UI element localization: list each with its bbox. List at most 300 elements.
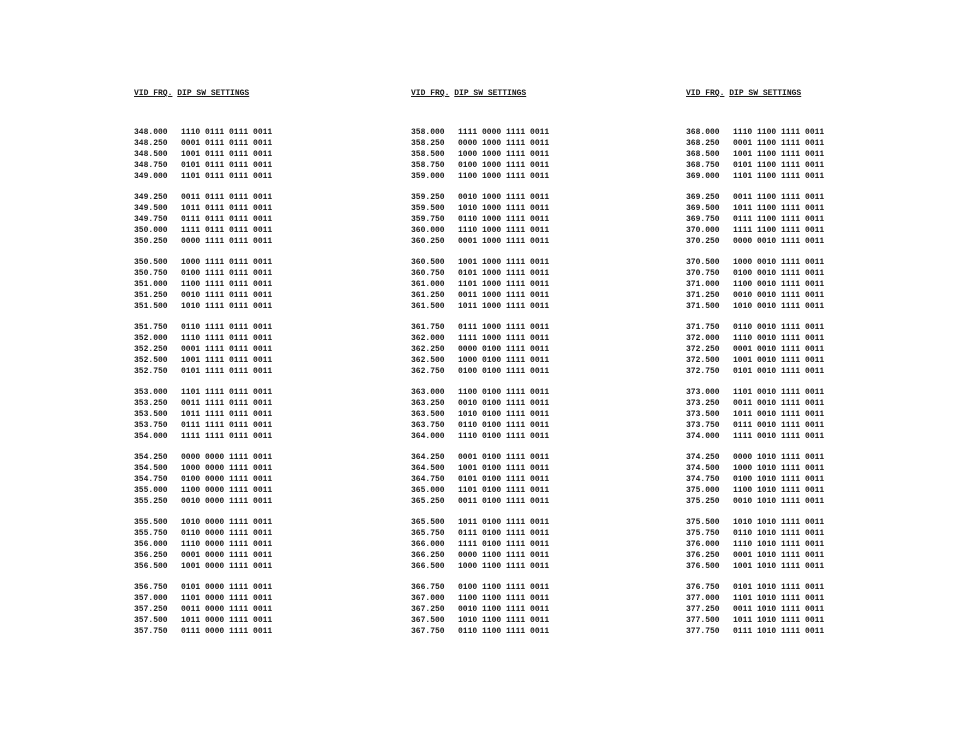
dip-switch-setting: 1101 0000 1111 0011	[181, 594, 273, 603]
dip-switch-setting: 1000 1010 1111 0011	[733, 464, 825, 473]
table-row	[134, 398, 272, 409]
vid-frequency: 373.500	[686, 410, 720, 419]
dip-switch-setting: 1010 1111 0111 0011	[181, 302, 273, 311]
dip-switch-setting: 1000 0100 1111 0011	[458, 356, 550, 365]
vid-frequency: 363.000	[411, 388, 445, 397]
table-row	[686, 127, 824, 138]
dip-switch-setting: 0100 1111 0111 0011	[181, 269, 273, 278]
table-row	[134, 366, 272, 377]
table-row	[686, 604, 824, 615]
vid-frequency: 356.250	[134, 551, 168, 560]
row-group	[686, 582, 824, 637]
table-row	[411, 550, 549, 561]
vid-frequency: 375.250	[686, 497, 720, 506]
vid-frequency: 359.000	[411, 172, 445, 181]
table-row	[686, 561, 824, 572]
table-row	[134, 268, 272, 279]
dip-switch-setting: 1010 1000 1111 0011	[458, 204, 550, 213]
column-2	[411, 88, 549, 647]
dip-sw-header: DIP SW SETTINGS	[454, 89, 527, 98]
table-row	[411, 496, 549, 507]
row-group	[686, 127, 824, 182]
vid-frq-header: VID FRQ.	[134, 89, 173, 98]
table-row	[134, 593, 272, 604]
vid-frequency: 371.750	[686, 323, 720, 332]
dip-switch-setting: 1110 1000 1111 0011	[458, 226, 550, 235]
dip-switch-setting: 0010 1010 1111 0011	[733, 497, 825, 506]
dip-switch-setting: 1100 0100 1111 0011	[458, 388, 550, 397]
table-row	[411, 409, 549, 420]
dip-switch-setting: 0011 1010 1111 0011	[733, 605, 825, 614]
vid-frq-header: VID FRQ.	[686, 89, 725, 98]
dip-switch-setting: 0110 0100 1111 0011	[458, 421, 550, 430]
vid-frequency: 366.500	[411, 562, 445, 571]
table-row	[411, 398, 549, 409]
dip-switch-setting: 1110 0010 1111 0011	[733, 334, 825, 343]
table-row	[686, 474, 824, 485]
vid-frequency: 368.500	[686, 150, 720, 159]
dip-switch-setting: 0110 1000 1111 0011	[458, 215, 550, 224]
row-group	[411, 517, 549, 572]
dip-switch-setting: 1001 1000 1111 0011	[458, 258, 550, 267]
dip-switch-setting: 0011 0000 1111 0011	[181, 605, 273, 614]
dip-switch-setting: 0010 1000 1111 0011	[458, 193, 550, 202]
dip-switch-setting: 1110 1010 1111 0011	[733, 540, 825, 549]
vid-frequency: 364.250	[411, 453, 445, 462]
dip-switch-setting: 1010 1100 1111 0011	[458, 616, 550, 625]
dip-switch-setting: 0111 1010 1111 0011	[733, 627, 825, 636]
dip-switch-setting: 0000 1000 1111 0011	[458, 139, 550, 148]
table-row	[411, 127, 549, 138]
table-row	[411, 192, 549, 203]
column-header	[686, 88, 824, 100]
table-row	[686, 138, 824, 149]
vid-frequency: 357.250	[134, 605, 168, 614]
dip-switch-setting: 0011 1000 1111 0011	[458, 291, 550, 300]
table-row	[686, 301, 824, 312]
table-row	[134, 604, 272, 615]
table-row	[134, 539, 272, 550]
dip-switch-setting: 1011 1111 0111 0011	[181, 410, 273, 419]
vid-frequency: 348.750	[134, 161, 168, 170]
dip-switch-setting: 0001 1100 1111 0011	[733, 139, 825, 148]
dip-switch-setting: 0110 0000 1111 0011	[181, 529, 273, 538]
dip-switch-setting: 1110 0100 1111 0011	[458, 432, 550, 441]
table-row	[686, 344, 824, 355]
row-group	[411, 257, 549, 312]
vid-frequency: 367.250	[411, 605, 445, 614]
table-row	[411, 203, 549, 214]
vid-frequency: 366.750	[411, 583, 445, 592]
dip-switch-setting: 1011 0000 1111 0011	[181, 616, 273, 625]
dip-switch-setting: 1100 0010 1111 0011	[733, 280, 825, 289]
vid-frequency: 349.250	[134, 193, 168, 202]
table-row	[686, 225, 824, 236]
table-row	[686, 550, 824, 561]
vid-frequency: 369.000	[686, 172, 720, 181]
dip-switch-setting: 0101 1100 1111 0011	[733, 161, 825, 170]
dip-switch-setting: 1111 1100 1111 0011	[733, 226, 825, 235]
vid-frequency: 359.500	[411, 204, 445, 213]
vid-frequency: 354.250	[134, 453, 168, 462]
dip-switch-setting: 1110 1111 0111 0011	[181, 334, 273, 343]
vid-frequency: 352.500	[134, 356, 168, 365]
dip-switch-setting: 0010 1111 0111 0011	[181, 291, 273, 300]
table-row	[134, 528, 272, 539]
vid-frequency: 355.500	[134, 518, 168, 527]
dip-switch-setting: 1001 0100 1111 0011	[458, 464, 550, 473]
table-row	[686, 452, 824, 463]
vid-frequency: 361.250	[411, 291, 445, 300]
vid-frequency: 377.000	[686, 594, 720, 603]
dip-switch-setting: 1000 0000 1111 0011	[181, 464, 273, 473]
table-row	[134, 452, 272, 463]
dip-switch-setting: 1001 0000 1111 0011	[181, 562, 273, 571]
table-row	[411, 561, 549, 572]
row-group	[134, 127, 272, 182]
table-row	[134, 214, 272, 225]
row-group	[134, 387, 272, 442]
dip-switch-setting: 1101 1000 1111 0011	[458, 280, 550, 289]
vid-frequency: 363.500	[411, 410, 445, 419]
vid-frequency: 364.500	[411, 464, 445, 473]
dip-switch-setting: 0011 0100 1111 0011	[458, 497, 550, 506]
dip-switch-setting: 0010 0000 1111 0011	[181, 497, 273, 506]
vid-frequency: 357.750	[134, 627, 168, 636]
vid-frequency: 367.500	[411, 616, 445, 625]
row-group	[686, 452, 824, 507]
table-row	[411, 171, 549, 182]
table-row	[686, 496, 824, 507]
dip-switch-setting: 1001 0111 0111 0011	[181, 150, 273, 159]
vid-frequency: 358.250	[411, 139, 445, 148]
dip-switch-setting: 0001 1010 1111 0011	[733, 551, 825, 560]
table-row	[134, 561, 272, 572]
dip-switch-setting: 0110 1111 0111 0011	[181, 323, 273, 332]
row-group	[686, 257, 824, 312]
dip-switch-setting: 0100 0000 1111 0011	[181, 475, 273, 484]
vid-frequency: 373.000	[686, 388, 720, 397]
table-row	[134, 301, 272, 312]
dip-switch-setting: 0110 1100 1111 0011	[458, 627, 550, 636]
vid-frequency: 364.000	[411, 432, 445, 441]
dip-switch-setting: 1011 0111 0111 0011	[181, 204, 273, 213]
table-row	[411, 355, 549, 366]
dip-switch-setting: 1010 1010 1111 0011	[733, 518, 825, 527]
dip-switch-setting: 1111 1111 0111 0011	[181, 432, 273, 441]
row-group	[686, 387, 824, 442]
vid-frequency: 363.250	[411, 399, 445, 408]
row-group	[686, 192, 824, 247]
vid-frequency: 359.750	[411, 215, 445, 224]
dip-switch-setting: 1101 0100 1111 0011	[458, 486, 550, 495]
table-row	[411, 149, 549, 160]
column-header	[134, 88, 272, 100]
vid-frequency: 377.250	[686, 605, 720, 614]
table-row	[134, 138, 272, 149]
vid-frequency: 372.000	[686, 334, 720, 343]
row-group	[134, 452, 272, 507]
table-row	[411, 452, 549, 463]
table-row	[134, 225, 272, 236]
table-row	[411, 420, 549, 431]
vid-frequency: 353.750	[134, 421, 168, 430]
table-row	[686, 192, 824, 203]
vid-frequency: 365.000	[411, 486, 445, 495]
vid-frequency: 351.250	[134, 291, 168, 300]
dip-switch-setting: 1000 1111 0111 0011	[181, 258, 273, 267]
vid-frequency: 365.250	[411, 497, 445, 506]
vid-frequency: 351.000	[134, 280, 168, 289]
dip-switch-setting: 0111 0111 0111 0011	[181, 215, 273, 224]
dip-switch-setting: 0001 1000 1111 0011	[458, 237, 550, 246]
vid-frequency: 374.250	[686, 453, 720, 462]
vid-frequency: 368.250	[686, 139, 720, 148]
vid-frequency: 357.000	[134, 594, 168, 603]
vid-frequency: 365.500	[411, 518, 445, 527]
dip-switch-setting: 0100 0100 1111 0011	[458, 367, 550, 376]
dip-switch-setting: 1011 1010 1111 0011	[733, 616, 825, 625]
vid-frequency: 362.500	[411, 356, 445, 365]
row-group	[411, 192, 549, 247]
dip-switch-setting: 0100 1010 1111 0011	[733, 475, 825, 484]
dip-switch-setting: 1111 1000 1111 0011	[458, 334, 550, 343]
vid-frequency: 366.000	[411, 540, 445, 549]
dip-switch-setting: 1010 0010 1111 0011	[733, 302, 825, 311]
dip-switch-setting: 0101 1111 0111 0011	[181, 367, 273, 376]
dip-switch-setting: 0100 1100 1111 0011	[458, 583, 550, 592]
vid-frequency: 377.500	[686, 616, 720, 625]
vid-frequency: 361.000	[411, 280, 445, 289]
table-row	[411, 517, 549, 528]
dip-switch-setting: 1101 0010 1111 0011	[733, 388, 825, 397]
table-row	[686, 355, 824, 366]
dip-switch-setting: 0010 0100 1111 0011	[458, 399, 550, 408]
table-row	[134, 463, 272, 474]
table-row	[686, 366, 824, 377]
vid-frequency: 376.500	[686, 562, 720, 571]
table-row	[134, 236, 272, 247]
table-row	[134, 192, 272, 203]
vid-frequency: 360.500	[411, 258, 445, 267]
column-header	[411, 88, 549, 100]
dip-sw-header: DIP SW SETTINGS	[729, 89, 802, 98]
vid-frequency: 370.750	[686, 269, 720, 278]
frequency-table	[686, 127, 824, 637]
dip-switch-setting: 0101 0000 1111 0011	[181, 583, 273, 592]
table-row	[134, 257, 272, 268]
table-row	[134, 485, 272, 496]
vid-frequency: 364.750	[411, 475, 445, 484]
vid-frequency: 348.000	[134, 128, 168, 137]
table-row	[686, 236, 824, 247]
table-row	[686, 463, 824, 474]
vid-frequency: 360.750	[411, 269, 445, 278]
row-group	[411, 127, 549, 182]
vid-frequency: 352.000	[134, 334, 168, 343]
table-row	[686, 431, 824, 442]
dip-switch-setting: 0111 0010 1111 0011	[733, 421, 825, 430]
row-group	[134, 257, 272, 312]
table-row	[686, 528, 824, 539]
dip-switch-setting: 1101 1100 1111 0011	[733, 172, 825, 181]
dip-switch-setting: 0100 0010 1111 0011	[733, 269, 825, 278]
table-row	[134, 279, 272, 290]
table-row	[411, 431, 549, 442]
table-row	[411, 366, 549, 377]
vid-frequency: 350.000	[134, 226, 168, 235]
dip-switch-setting: 1100 1111 0111 0011	[181, 280, 273, 289]
dip-switch-setting: 0010 0010 1111 0011	[733, 291, 825, 300]
vid-frequency: 374.750	[686, 475, 720, 484]
dip-switch-setting: 1100 1100 1111 0011	[458, 594, 550, 603]
vid-frequency: 352.750	[134, 367, 168, 376]
vid-frequency: 369.250	[686, 193, 720, 202]
vid-frq-header: VID FRQ.	[411, 89, 450, 98]
table-row	[411, 463, 549, 474]
table-row	[134, 550, 272, 561]
table-row	[134, 496, 272, 507]
vid-frequency: 376.000	[686, 540, 720, 549]
column-3	[686, 88, 824, 647]
dip-switch-setting: 1011 0100 1111 0011	[458, 518, 550, 527]
vid-frequency: 359.250	[411, 193, 445, 202]
vid-frequency: 354.000	[134, 432, 168, 441]
dip-switch-setting: 1100 1010 1111 0011	[733, 486, 825, 495]
row-group	[134, 192, 272, 247]
dip-switch-setting: 0101 0111 0111 0011	[181, 161, 273, 170]
table-row	[686, 593, 824, 604]
dip-switch-setting: 1011 1000 1111 0011	[458, 302, 550, 311]
vid-frequency: 362.250	[411, 345, 445, 354]
dip-switch-setting: 1000 0010 1111 0011	[733, 258, 825, 267]
table-row	[411, 279, 549, 290]
vid-frequency: 351.750	[134, 323, 168, 332]
table-row	[411, 344, 549, 355]
vid-frequency: 360.250	[411, 237, 445, 246]
vid-frequency: 370.250	[686, 237, 720, 246]
table-row	[134, 344, 272, 355]
table-row	[686, 171, 824, 182]
vid-frequency: 358.500	[411, 150, 445, 159]
dip-switch-setting: 0110 0010 1111 0011	[733, 323, 825, 332]
table-row	[134, 582, 272, 593]
vid-frequency: 370.500	[686, 258, 720, 267]
vid-frequency: 356.000	[134, 540, 168, 549]
table-row	[134, 355, 272, 366]
row-group	[134, 322, 272, 377]
table-row	[411, 322, 549, 333]
dip-switch-setting: 0001 0010 1111 0011	[733, 345, 825, 354]
dip-switch-setting: 1101 1111 0111 0011	[181, 388, 273, 397]
dip-switch-setting: 1111 0000 1111 0011	[458, 128, 550, 137]
dip-switch-setting: 0011 1100 1111 0011	[733, 193, 825, 202]
row-group	[411, 452, 549, 507]
row-group	[134, 582, 272, 637]
vid-frequency: 377.750	[686, 627, 720, 636]
vid-frequency: 354.500	[134, 464, 168, 473]
table-row	[411, 582, 549, 593]
table-row	[134, 322, 272, 333]
table-row	[134, 160, 272, 171]
dip-switch-setting: 0111 1000 1111 0011	[458, 323, 550, 332]
table-row	[686, 485, 824, 496]
vid-frequency: 361.500	[411, 302, 445, 311]
table-row	[686, 279, 824, 290]
table-row	[411, 301, 549, 312]
dip-switch-setting: 1001 1111 0111 0011	[181, 356, 273, 365]
table-row	[411, 593, 549, 604]
dip-switch-setting: 0111 0100 1111 0011	[458, 529, 550, 538]
vid-frequency: 371.250	[686, 291, 720, 300]
table-row	[686, 290, 824, 301]
row-group	[411, 387, 549, 442]
vid-frequency: 368.750	[686, 161, 720, 170]
table-row	[686, 420, 824, 431]
dip-switch-setting: 0011 0010 1111 0011	[733, 399, 825, 408]
vid-frequency: 356.750	[134, 583, 168, 592]
vid-frequency: 349.500	[134, 204, 168, 213]
table-row	[134, 203, 272, 214]
table-row	[686, 149, 824, 160]
vid-frequency: 362.750	[411, 367, 445, 376]
table-row	[411, 333, 549, 344]
dip-switch-setting: 1110 1100 1111 0011	[733, 128, 825, 137]
row-group	[134, 517, 272, 572]
vid-frequency: 371.500	[686, 302, 720, 311]
dip-switch-setting: 1001 1100 1111 0011	[733, 150, 825, 159]
vid-frequency: 351.500	[134, 302, 168, 311]
vid-frequency: 375.750	[686, 529, 720, 538]
dip-switch-setting: 1111 0100 1111 0011	[458, 540, 550, 549]
table-row	[686, 582, 824, 593]
vid-frequency: 372.750	[686, 367, 720, 376]
vid-frequency: 361.750	[411, 323, 445, 332]
table-row	[134, 615, 272, 626]
vid-frequency: 353.500	[134, 410, 168, 419]
table-row	[411, 474, 549, 485]
vid-frequency: 367.750	[411, 627, 445, 636]
table-row	[411, 387, 549, 398]
table-row	[134, 171, 272, 182]
vid-frequency: 354.750	[134, 475, 168, 484]
table-row	[134, 626, 272, 637]
vid-frequency: 355.250	[134, 497, 168, 506]
vid-frequency: 372.250	[686, 345, 720, 354]
dip-switch-setting: 0101 0010 1111 0011	[733, 367, 825, 376]
dip-switch-setting: 1011 1100 1111 0011	[733, 204, 825, 213]
table-row	[686, 387, 824, 398]
table-row	[134, 127, 272, 138]
vid-frequency: 355.750	[134, 529, 168, 538]
dip-switch-setting: 1110 0111 0111 0011	[181, 128, 273, 137]
vid-frequency: 350.750	[134, 269, 168, 278]
vid-frequency: 356.500	[134, 562, 168, 571]
vid-frequency: 360.000	[411, 226, 445, 235]
table-row	[686, 333, 824, 344]
row-group	[686, 322, 824, 377]
table-row	[134, 333, 272, 344]
dip-switch-setting: 1101 0111 0111 0011	[181, 172, 273, 181]
table-row	[134, 387, 272, 398]
table-row	[686, 257, 824, 268]
dip-switch-setting: 0001 0100 1111 0011	[458, 453, 550, 462]
vid-frequency: 373.250	[686, 399, 720, 408]
dip-switch-setting: 1001 1010 1111 0011	[733, 562, 825, 571]
vid-frequency: 368.000	[686, 128, 720, 137]
vid-frequency: 350.250	[134, 237, 168, 246]
vid-frequency: 348.500	[134, 150, 168, 159]
